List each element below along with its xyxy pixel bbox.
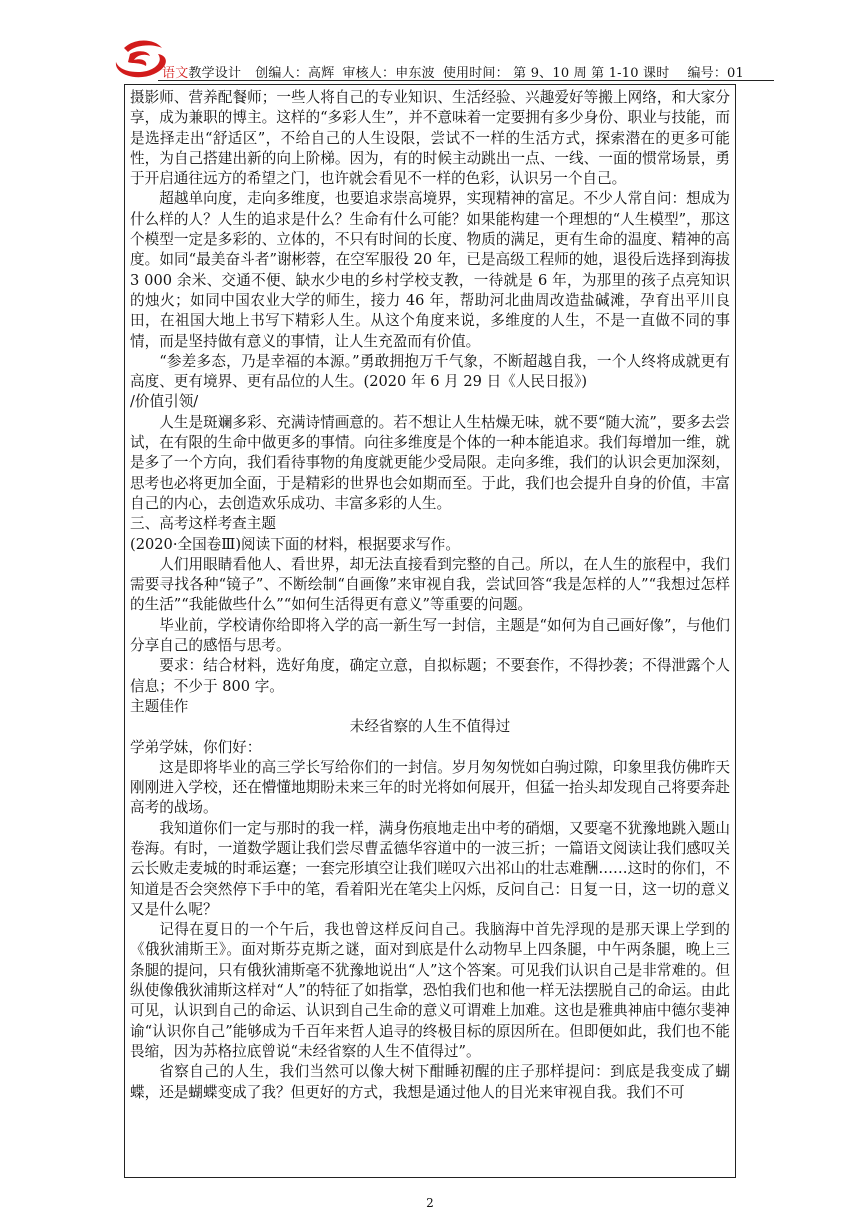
header-reviewer: 审核人：申东波 (342, 66, 435, 81)
document-body (130, 88, 730, 1103)
page-number: 2 (426, 1196, 434, 1210)
header-number: 编号：01 (687, 66, 744, 81)
header-divider (158, 80, 774, 81)
paragraph: 要求：结合材料，选好角度，确定立意，自拟标题；不要套作，不得抄袭；不得泄露个人信息；不少于 800 字。 (130, 657, 730, 695)
header-time: 使用时间： 第 9、10 周 第 1-10 课时 (442, 66, 670, 81)
page-header (110, 40, 750, 80)
section-label: /价值引领/ (130, 393, 199, 411)
paragraph: “参差多态，乃是幸福的本源。”勇敢拥抱万千气象，不断超越自我，一个人终将成就更有高度、更有境界、更有品位的人生。(2020 年 6 月 29 日《人民日报》) (130, 352, 730, 391)
header-info (162, 62, 802, 81)
header-creator: 创编人：高辉 (255, 66, 335, 81)
paragraph: 省察自己的人生，我们当然可以像大树下酣睡初醒的庄子那样提问：到底是我变成了蝴蝶，还是蝴蝶变成了我？但更好的方式，我想是通过他人的目光来审视自我。我们不可 (130, 1063, 730, 1101)
section-label: 主题佳作 (130, 697, 189, 715)
section-heading: 三、高考这样考查主题 (130, 515, 276, 533)
paragraph: 人生是斑斓多彩、充满诗情画意的。若不想让人生枯燥无味，就不要“随大流”，要多去尝试，在有限的生命中做更多的事情。向往多维度是个体的一种本能追求。我们每增加一维，就是多了一个方向，我们看待事物的角度就更能少受局限。走向多维，我们的认识会更加深刻，思考也必将更加全面，于是精彩的世界也会如期而至。于此，我们也会提升自身的价值，丰富自己的内心，去创造欢乐成功、丰富多彩的人生。 (130, 413, 730, 512)
exam-source: (2020·全国卷Ⅲ)阅读下面的材料，根据要求写作。 (130, 535, 460, 553)
header-doc-type: 教学设计 (188, 66, 242, 81)
paragraph: 摄影师、营养配餐师；一些人将自己的专业知识、生活经验、兴趣爱好等搬上网络，和大家分享，成为兼职的博主。这样的“多彩人生”，并不意味着一定要拥有多少身份、职业与技能，而是选择走出“舒适区”，不给自己的人生设限，尝试不一样的生活方式，探索潜在的更多可能性，为自己搭建出新的向上阶梯。因为，有的时候主动跳出一点、一线、一面的惯常场景，勇于开启通往远方的希望之门，也许就会看见不一样的色彩，认识另一个自己。 (130, 89, 730, 188)
paragraph: 我知道你们一定与那时的我一样，满身伤痕地走出中考的硝烟，又要毫不犹豫地跳入题山卷海。有时，一道数学题让我们尝尽曹孟德华容道中的一波三折；一篇语文阅读让我们感叹关云长败走麦城的时乖运蹇；一套完形填空让我们嗟叹六出祁山的壮志难酬……这时的你们，不知道是否会突然停下手中的笔，看着阳光在笔尖上闪烁，反问自己：日复一日，这一切的意义又是什么呢？ (130, 819, 730, 918)
paragraph: 超越单向度，走向多维度，也要追求崇高境界，实现精神的富足。不少人常自问：想成为什么样的人？人生的追求是什么？生命有什么可能？如果能构建一个理想的“人生模型”，那这个模型一定是多彩的、立体的，不只有时间的长度、物质的满足，更有生命的温度、精神的高度。如同“最美奋斗者”谢彬蓉，在空军服役 20 年，已是高级工程师的她，退役后选择到海拔 3 000 余米、交通不便、缺水少电的乡村学校支教，一待就是 6 年，为那里的孩子点亮知识的烛火；如同中国农业大学的师生，接力 46 年，帮助河北曲周改造盐碱滩，孕育出平川良田，在祖国大地上书写下精彩人生。从这个角度来说，多维度的人生，不是一直做不同的事情，而是坚持做有意义的事情，让人生充盈而有价值。 (130, 190, 730, 350)
paragraph: 记得在夏日的一个午后，我也曾这样反问自己。我脑海中首先浮现的是那天课上学到的《俄狄浦斯王》。面对斯芬克斯之谜，面对到底是什么动物早上四条腿，中午两条腿，晚上三条腿的提问，只有俄狄浦斯毫不犹豫地说出“人”这个答案。可见我们认识自己是非常难的。但纵使像俄狄浦斯这样对“人”的特征了如指掌，恐怕我们也和他一样无法摆脱自己的命运。由此可见，认识到自己的命运、认识到自己生命的意义可谓难上加难。这也是雅典神庙中德尔斐神谕“认识你自己”能够成为千百年来哲人追寻的终极目标的原因所在。但即便如此，我们也不能畏缩，因为苏格拉底曾说“未经省察的人生不值得过”。 (130, 921, 730, 1060)
paragraph: 人们用眼睛看他人、看世界，却无法直接看到完整的自己。所以，在人生的旅程中，我们需要寻找各种“镜子”、不断绘制“自画像”来审视自我，尝试回答“我是怎样的人”“我想过怎样的生活”“我能做些什么”“如何生活得更有意义”等重要的问题。 (130, 555, 730, 614)
salutation: 学弟学妹，你们好： (130, 738, 262, 756)
paragraph: 这是即将毕业的高三学长写给你们的一封信。岁月匆匆恍如白驹过隙，印象里我仿佛昨天刚刚进入学校，还在懵懂地期盼未来三年的时光将如何展开，但猛一抬头却发现自己将要奔赴高考的战场。 (130, 758, 730, 817)
paragraph: 毕业前，学校请你给即将入学的高一新生写一封信，主题是“如何为自己画好像”，与他们分享自己的感悟与思考。 (130, 616, 730, 655)
header-subject: 语文 (162, 66, 189, 81)
essay-title: 未经省察的人生不值得过 (349, 718, 511, 736)
